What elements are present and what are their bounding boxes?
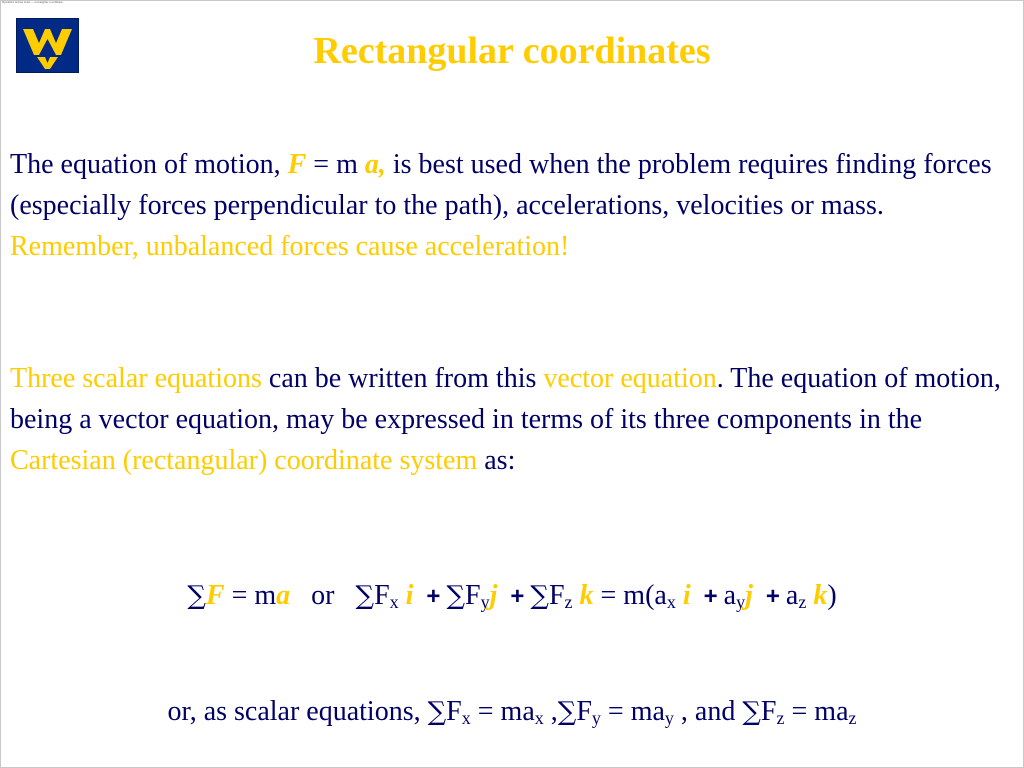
eq2-comma: , xyxy=(543,696,558,727)
plus-sign: + xyxy=(703,583,718,610)
vector-equation xyxy=(0,580,1024,612)
eq2-fy: F xyxy=(576,696,592,727)
unit-vector-i: i xyxy=(682,580,691,611)
eq2-equals: = xyxy=(784,696,815,727)
paragraph-equation-of-motion xyxy=(10,144,1010,267)
sigma-symbol: ∑ xyxy=(187,581,206,611)
unit-vector-k: k xyxy=(579,580,594,611)
sigma-symbol: ∑ xyxy=(742,697,761,727)
eq1-ay: a xyxy=(723,580,737,611)
eq1-fz: F xyxy=(548,580,565,611)
slide-title: Rectangular coordinates xyxy=(313,30,711,72)
eq1-fx: F xyxy=(374,580,390,611)
p2-highlight-3: Cartesian (rectangular) coordinate system xyxy=(10,445,478,476)
eq1-fy-sub: y xyxy=(480,592,490,612)
corner-caption: Dynamics lecture notes — rectangular coordinates xyxy=(2,0,63,4)
eq2-ma: ma xyxy=(630,696,665,727)
plus-sign: + xyxy=(426,583,441,610)
eq2-fx: F xyxy=(446,696,462,727)
unit-vector-j: j xyxy=(489,580,498,611)
unit-vector-k: k xyxy=(813,580,828,611)
eq2-ma: ma xyxy=(814,696,849,727)
plus-sign: + xyxy=(765,583,780,610)
eq2-maz-sub: z xyxy=(848,708,857,728)
sigma-symbol: ∑ xyxy=(427,697,447,727)
eq1-equals-m: = m xyxy=(224,580,277,611)
eq2-equals: = xyxy=(600,696,631,727)
p1-text-2: = m xyxy=(306,149,365,180)
eq2-equals: = xyxy=(470,696,501,727)
p2-highlight-1: Three scalar equations xyxy=(10,363,262,394)
eq1-ax-sub: x xyxy=(666,592,676,612)
eq1-or: or xyxy=(311,580,335,611)
p2-highlight-2: vector equation xyxy=(543,363,717,394)
p2-text-3: as: xyxy=(477,445,516,476)
eq1-equals-m-open: = m(a xyxy=(600,580,667,611)
unit-vector-j: j xyxy=(745,580,753,611)
sigma-symbol: ∑ xyxy=(557,697,577,727)
eq1-close-paren: ) xyxy=(827,580,837,611)
p1-text-1: The equation of motion, xyxy=(10,149,288,180)
eq1-az: a xyxy=(785,580,799,611)
p2-text-2: . The equation of motion, being a vector equation, may be expressed in terms of its three components in the xyxy=(10,363,1001,435)
p1-highlight: Remember, unbalanced forces cause acceleration! xyxy=(10,231,570,262)
p1-force-symbol: F xyxy=(287,149,307,180)
eq1-ay-sub: y xyxy=(736,592,746,612)
eq1-force-vector: F xyxy=(205,580,225,611)
plus-sign: + xyxy=(510,583,525,610)
eq2-fz-sub: z xyxy=(776,708,785,728)
p1-acceleration-symbol: a, xyxy=(364,149,386,180)
sigma-symbol: ∑ xyxy=(446,581,465,611)
p1-text-3: is best used when the problem requires finding forces (especially forces perpendicular to the path), accelerations, velocities or mass. xyxy=(10,149,992,221)
eq2-lead-text: or, as scalar equations, xyxy=(167,696,428,727)
eq2-ma: ma xyxy=(500,696,535,727)
unit-vector-i: i xyxy=(405,580,414,611)
eq1-fx-sub: x xyxy=(389,592,399,612)
eq1-acceleration-vector: a xyxy=(276,580,291,611)
eq2-fx-sub: x xyxy=(461,708,471,728)
sigma-symbol: ∑ xyxy=(355,581,375,611)
scalar-equations xyxy=(0,696,1024,728)
eq2-fz: F xyxy=(760,696,777,727)
eq2-fy-sub: y xyxy=(591,708,601,728)
eq1-fy: F xyxy=(465,580,481,611)
eq2-max-sub: x xyxy=(534,708,544,728)
p2-text-1: can be written from this xyxy=(261,363,544,394)
eq2-may-sub: y xyxy=(664,708,674,728)
eq2-and: , and xyxy=(673,696,743,727)
eq1-fz-sub: z xyxy=(564,592,573,612)
eq1-az-sub: z xyxy=(798,592,807,612)
paragraph-scalar-equations xyxy=(10,358,1010,481)
sigma-symbol: ∑ xyxy=(530,581,549,611)
